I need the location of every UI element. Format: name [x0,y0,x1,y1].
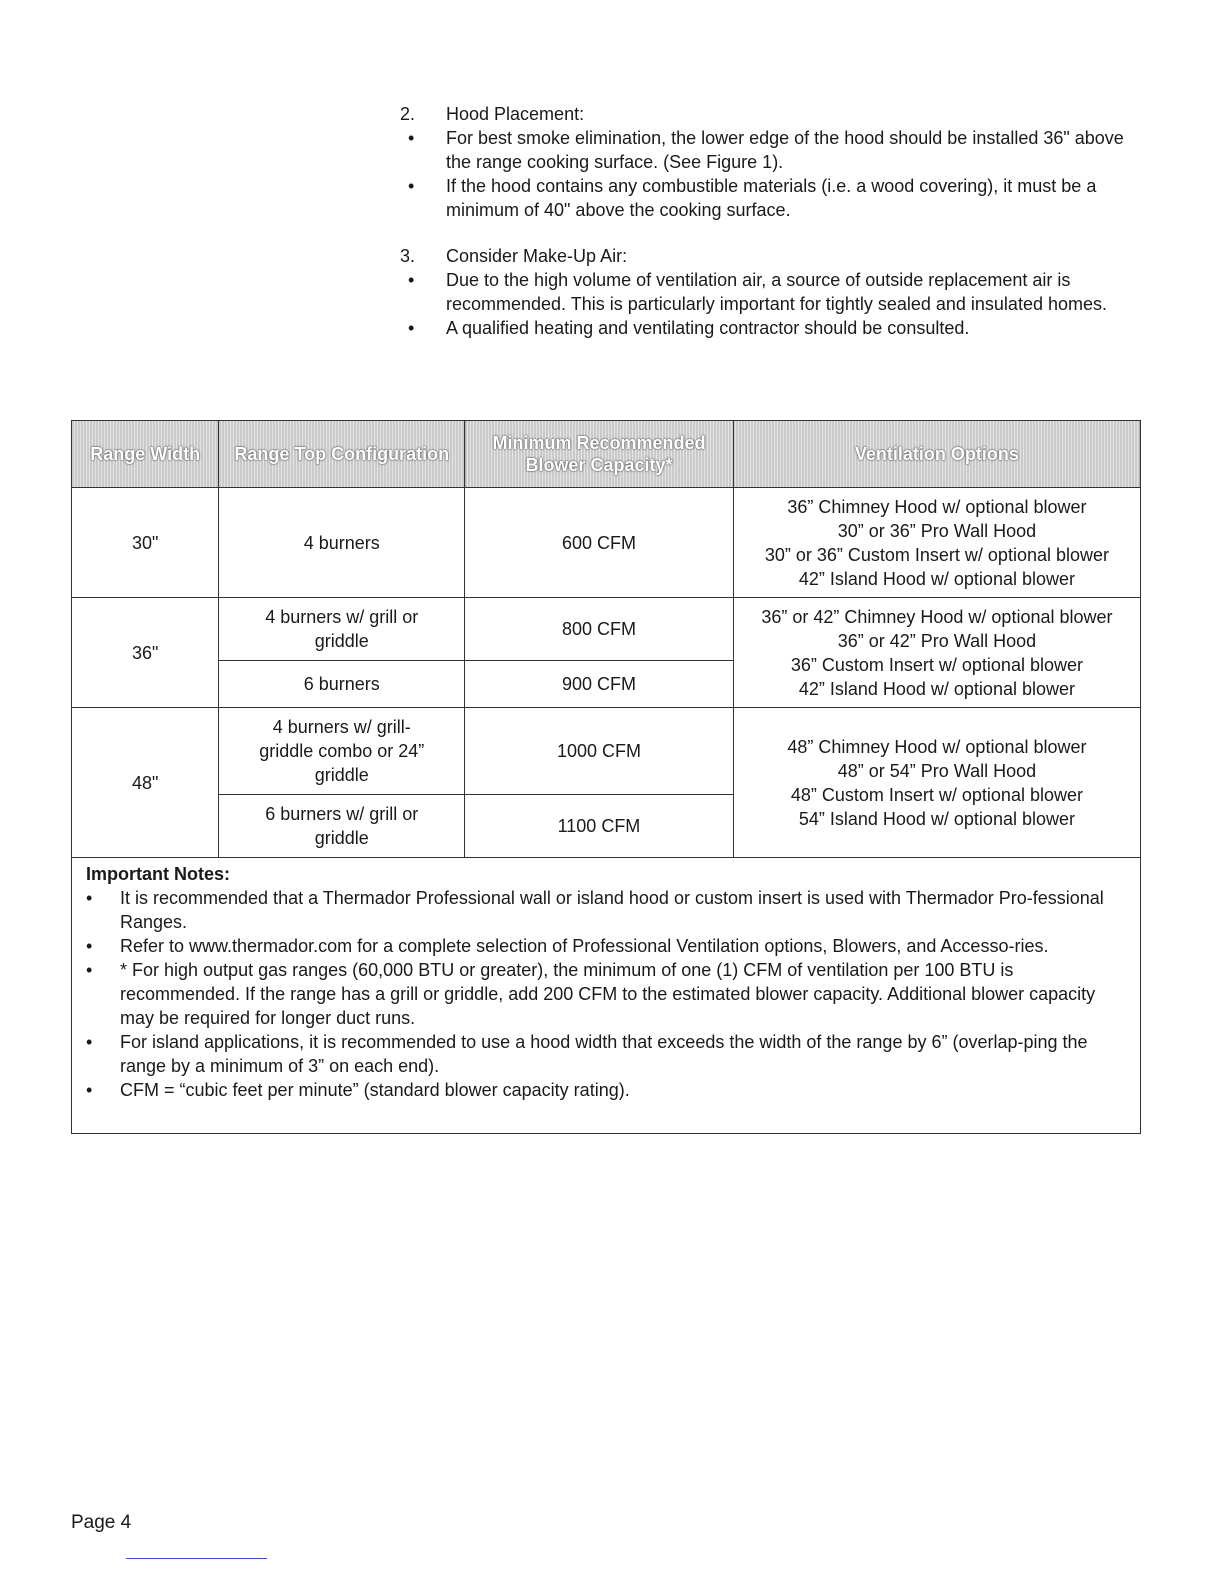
table-row [72,708,1141,795]
option-line: 48” Custom Insert w/ optional blower [790,784,1083,805]
configuration-cell: 6 burners [219,661,465,708]
header-range-width: Range Width [72,421,219,488]
header-ventilation-options: Ventilation Options [733,421,1140,488]
option-line: 54” Island Hood w/ optional blower [798,808,1075,829]
ventilation-options-cell [733,708,1140,858]
note-text: CFM = “cubic feet per minute” (standard blower capacity rating). [120,1080,630,1100]
ventilation-options-cell [733,598,1140,708]
cfm-cell: 1100 CFM [465,795,734,858]
header-range-top-configuration: Range Top Configuration [219,421,465,488]
note-text: It is recommended that a Thermador Professional wall or island hood or custom insert is used with Thermador Pro-fessional Ranges. [120,888,1104,932]
list-item: • * For high output gas ranges (60,000 BTU or greater), the minimum of one (1) CFM of ventilation per 100 BTU is recommended. If the range has a grill or griddle, add 200 CFM to the estimated blower capacity. Additional blower capacity may be required for longer duct runs. [82,958,1126,1030]
important-notes [71,856,1141,1134]
footer-divider [126,1558,267,1559]
intro-instructions [400,102,1145,362]
bullet-text: If the hood contains any combustible materials (i.e. a wood covering), it must be a minimum of 40" above the cooking surface. [446,176,1097,220]
section-hood-placement [400,102,1145,222]
table-row [72,598,1141,661]
option-line: 48” Chimney Hood w/ optional blower [787,736,1087,757]
option-line: 36” Chimney Hood w/ optional blower [787,496,1087,517]
note-text: Refer to www.thermador.com for a complete selection of Professional Ventilation options, Blowers, and Accesso-ries. [120,936,1049,956]
list-item: • For island applications, it is recommended to use a hood width that exceeds the width of the range by 6” (overlap-ping the range by a minimum of 3” on each end). [82,1030,1126,1078]
range-width-cell: 30" [72,488,219,598]
configuration-cell: 4 burners [219,488,465,598]
ventilation-options-cell [733,488,1140,598]
section-title: Hood Placement: [446,104,585,124]
list-item: • It is recommended that a Thermador Professional wall or island hood or custom insert is used with Thermador Pro-fessional Ranges. [82,886,1126,934]
option-line: 48” or 54” Pro Wall Hood [837,760,1037,781]
list-item: • Refer to www.thermador.com for a complete selection of Professional Ventilation options, Blowers, and Accesso-ries. [82,934,1126,958]
section-make-up-air [400,244,1145,340]
option-line: 36” Custom Insert w/ optional blower [790,654,1083,675]
option-line: 42” Island Hood w/ optional blower [798,678,1075,699]
option-line: 30” or 36” Pro Wall Hood [837,520,1037,541]
ventilation-table [71,420,1141,858]
list-item: • If the hood contains any combustible materials (i.e. a wood covering), it must be a minimum of 40" above the cooking surface. [400,174,1145,222]
option-line: 36” or 42” Pro Wall Hood [837,630,1037,651]
configuration-cell: 4 burners w/ grill-griddle combo or 24” griddle [219,708,465,795]
range-width-cell: 36" [72,598,219,708]
list-item: • A qualified heating and ventilating contractor should be consulted. [400,316,1145,340]
cfm-cell: 1000 CFM [465,708,734,795]
option-line: 30” or 36” Custom Insert w/ optional blower [764,544,1109,565]
configuration-cell: 4 burners w/ grill or griddle [219,598,465,661]
list-item: • Due to the high volume of ventilation air, a source of outside replacement air is recommended. This is particularly important for tightly sealed and insulated homes. [400,268,1145,316]
bullet-text: Due to the high volume of ventilation air, a source of outside replacement air is recommended. This is particularly important for tightly sealed and insulated homes. [446,270,1107,314]
table-header-row [72,421,1141,488]
range-width-cell: 48" [72,708,219,858]
section-number: 3. [400,246,416,266]
notes-title: Important Notes: [86,864,230,884]
note-text: * For high output gas ranges (60,000 BTU or greater), the minimum of one (1) CFM of ventilation per 100 BTU is recommended. If the range has a grill or griddle, add 200 CFM to the estimated blower capacity. Additional blower capacity may be required for longer duct runs. [120,960,1096,1028]
option-line: 36” or 42” Chimney Hood w/ optional blower [761,606,1113,627]
header-blower-capacity: Minimum Recommended Blower Capacity* [465,421,734,488]
note-text: For island applications, it is recommended to use a hood width that exceeds the width of the range by 6” (overlap-ping the range by a minimum of 3” on each end). [120,1032,1088,1076]
list-item: • For best smoke elimination, the lower edge of the hood should be installed 36" above the range cooking surface. (See Figure 1). [400,126,1145,174]
section-title: Consider Make-Up Air: [446,246,628,266]
bullet-text: A qualified heating and ventilating contractor should be consulted. [446,318,970,338]
configuration-cell: 6 burners w/ grill or griddle [219,795,465,858]
list-item: • CFM = “cubic feet per minute” (standard blower capacity rating). [82,1078,1126,1102]
table-row [72,488,1141,598]
page-number: Page 4 [71,1512,132,1533]
section-number: 2. [400,104,416,124]
cfm-cell: 800 CFM [465,598,734,661]
option-line: 42” Island Hood w/ optional blower [798,568,1075,589]
cfm-cell: 900 CFM [465,661,734,708]
cfm-cell: 600 CFM [465,488,734,598]
bullet-text: For best smoke elimination, the lower edge of the hood should be installed 36" above the range cooking surface. (See Figure 1). [446,128,1124,172]
